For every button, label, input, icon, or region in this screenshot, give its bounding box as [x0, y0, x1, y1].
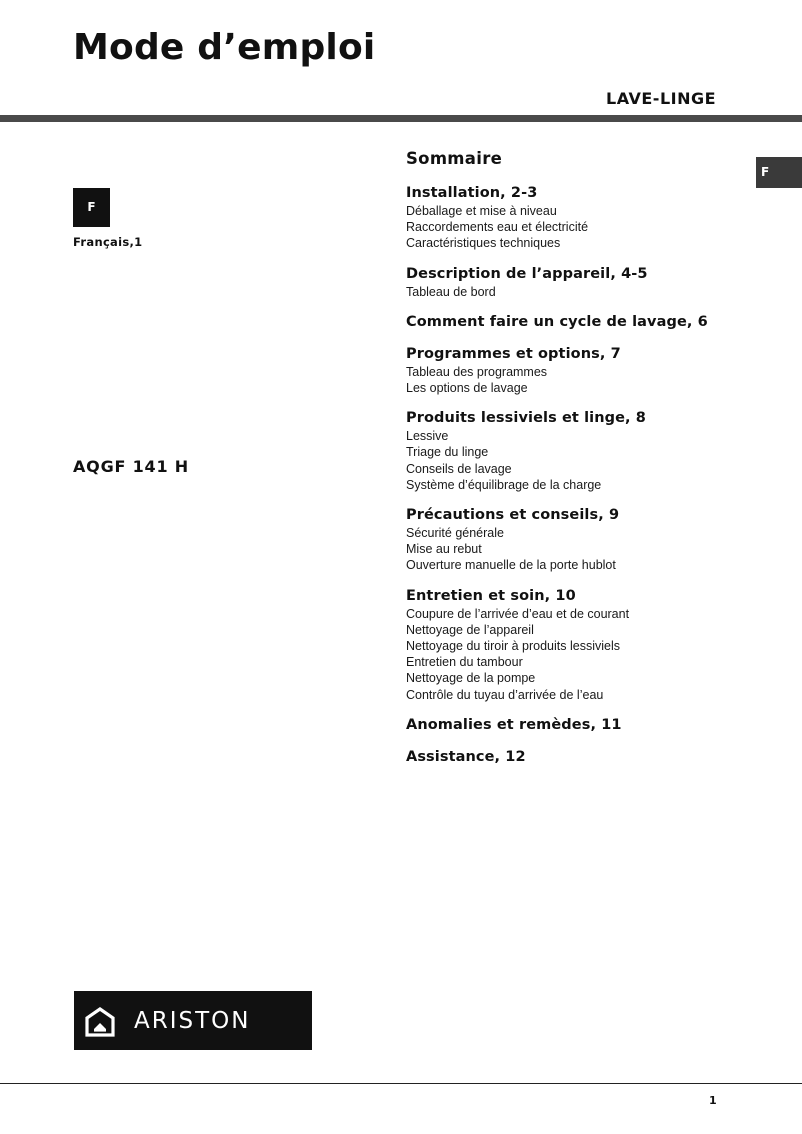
toc-subitem[interactable]: Triage du linge	[406, 445, 489, 460]
toc-section	[406, 313, 746, 332]
toc-section-title[interactable]: Anomalies et remèdes, 11	[406, 716, 622, 733]
toc-section-title[interactable]: Assistance, 12	[406, 748, 526, 765]
toc-section-title[interactable]: Produits lessiviels et linge, 8	[406, 410, 646, 427]
toc-section-title[interactable]: Programmes et options, 7	[406, 345, 621, 362]
house-icon	[84, 1007, 116, 1037]
toc-section	[406, 716, 746, 735]
product-type-label: LAVE-LINGE	[606, 89, 717, 108]
toc-section	[406, 748, 746, 767]
toc-subitem[interactable]: Tableau de bord	[406, 284, 496, 299]
toc-section-title[interactable]: Comment faire un cycle de lavage, 6	[406, 313, 708, 330]
toc-section	[406, 506, 746, 574]
brand-logo	[74, 991, 312, 1050]
model-number: AQGF 141 H	[73, 457, 189, 476]
toc-section-list	[406, 184, 746, 767]
toc-subitem[interactable]: Ouverture manuelle de la porte hublot	[406, 558, 616, 573]
toc-subitem[interactable]: Nettoyage de la pompe	[406, 671, 536, 686]
toc-subitem[interactable]: Contrôle du tuyau d’arrivée de l’eau	[406, 687, 604, 702]
toc-subitem[interactable]: Conseils de lavage	[406, 461, 512, 476]
page-title: Mode d’emploi	[73, 27, 376, 68]
toc-subitem[interactable]: Tableau des programmes	[406, 364, 548, 379]
toc-section-title[interactable]: Description de l’appareil, 4-5	[406, 265, 648, 282]
toc-section-title[interactable]: Installation, 2-3	[406, 185, 538, 201]
toc-subitem[interactable]: Coupure de l’arrivée d’eau et de courant	[406, 606, 630, 621]
toc-section-title[interactable]: Entretien et soin, 10	[406, 587, 576, 604]
toc-section	[406, 587, 746, 703]
language-link-french[interactable]: Français,1	[73, 235, 143, 249]
page-number: 1	[709, 1094, 717, 1107]
brand-name: ARISTON	[134, 1008, 251, 1034]
header-divider	[0, 115, 802, 122]
toc-heading: Sommaire	[406, 149, 503, 168]
toc-section	[406, 184, 746, 252]
table-of-contents	[406, 148, 746, 780]
toc-section-title[interactable]: Précautions et conseils, 9	[406, 507, 620, 524]
toc-section	[406, 345, 746, 396]
toc-subitem[interactable]: Caractéristiques techniques	[406, 236, 561, 251]
toc-subitem[interactable]: Nettoyage du tiroir à produits lessiviels	[406, 639, 620, 654]
toc-subitem[interactable]: Entretien du tambour	[406, 655, 523, 670]
toc-subitem[interactable]: Système d’équilibrage de la charge	[406, 477, 602, 492]
toc-section	[406, 265, 746, 300]
toc-section	[406, 409, 746, 493]
footer-divider	[0, 1083, 802, 1084]
toc-subitem[interactable]: Raccordements eau et électricité	[406, 220, 589, 235]
toc-subitem[interactable]: Mise au rebut	[406, 542, 482, 557]
toc-subitem[interactable]: Lessive	[406, 429, 449, 444]
toc-subitem[interactable]: Déballage et mise à niveau	[406, 204, 557, 218]
toc-subitem[interactable]: Nettoyage de l’appareil	[406, 622, 534, 637]
toc-subitem[interactable]: Sécurité générale	[406, 526, 504, 541]
toc-subitem[interactable]: Les options de lavage	[406, 381, 528, 396]
language-side-tab[interactable]: F	[756, 157, 802, 188]
language-badge: F	[73, 188, 110, 227]
